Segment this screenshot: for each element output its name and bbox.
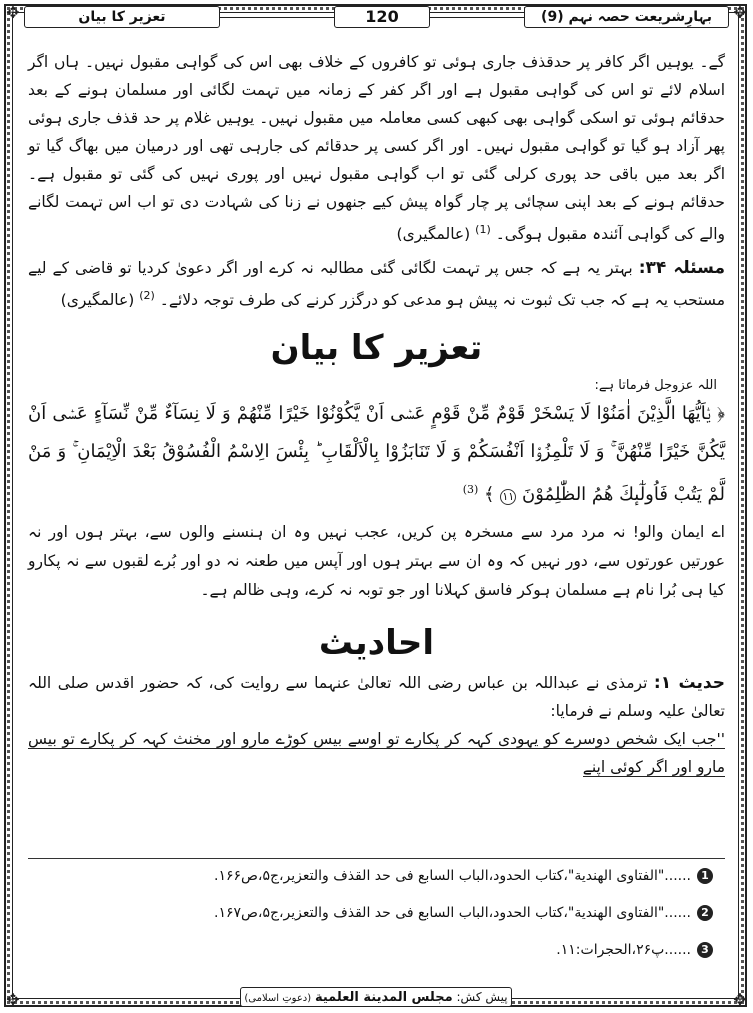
corner-ornament-icon: ✥ xyxy=(6,990,20,1009)
footnote-number-icon: 1 xyxy=(697,868,713,884)
paragraph xyxy=(28,48,725,248)
corner-ornament-icon: ✥ xyxy=(733,990,747,1009)
footnote-text: ......"الفتاوی الھندیة"،کتاب الحدود،الباب السابع فی حد القذف والتعزیر،ج۵،ص۱۶۷. xyxy=(213,905,691,921)
hadith-label: حدیث ۱: xyxy=(653,673,725,694)
footer-org: مجلس المدینة العلمیة xyxy=(314,990,453,1005)
hadith-heading: احادیث xyxy=(318,623,435,664)
footnote-text: ......پ۲۶،الحجرات:۱۱. xyxy=(556,942,691,958)
paragraph-text: گے۔ یوہیں اگر کافر پر حدقذف جاری ہوئی تو کافروں کے خلاف بھی اس کی گواہی مقبول نہیں۔ ہاں اگر اسلام لائے تو اس کی گواہی مقبول ہے اور اگر کفر کے زمانہ میں تہمت لگائی اور مسلمان ہونے کے بعد حدقائم ہوئی تو اسکی گواہی بھی کبھی کسی معاملہ میں مقبول نہیں۔ یوہیں غلام پر حد قذف جاری ہوئی پھر آزاد ہو گیا تو گواہی مقبول نہیں۔ اور اگر کسی پر حدقائم کی جارہی تھی اور درمیان میں بھاگ گیا تو اگر بعد میں باقی حد پوری کرلی گئی تو اب گواہی مقبول نہیں اور پوری نہیں کی گئی تو مقبول ہے۔ حدقائم ہونے کے بعد اپنی سچائی پر چار گواہ پیش کیے جنھوں نے زنا کی شہادت دی تو اب اس تہمت لگانے والے کی گواہی آئندہ مقبول ہوگی۔ xyxy=(28,53,725,244)
footnote-ref: (3) xyxy=(462,483,479,497)
footnote-text: ......"الفتاوی الھندیة"،کتاب الحدود،الباب السابع فی حد القذف والتعزیر،ج۵،ص۱۶۶. xyxy=(213,868,691,884)
page-number: 120 xyxy=(334,6,430,28)
ayah-number-icon: ۱۱ xyxy=(500,489,516,505)
footnote-ref: (1) xyxy=(475,223,491,236)
footnote-divider xyxy=(28,858,725,859)
footnote-ref: (2) xyxy=(139,289,155,303)
translation: اے ایمان والو! نہ مرد مرد سے مسخرہ پن کریں، عجب نہیں وہ ان ہنسنے والوں سے، بہتر ہوں اور نہ عورتیں عورتوں سے، دور نہیں کہ وہ ان سے بہتر ہوں اور آپس میں طعنہ نہ دو اور بُرے لقبوں سے نہ پکارو کیا ہی بُرا نام ہے مسلمان ہوکر فاسق کہلانا اور جو توبہ نہ کرے، وہی ظالم ہے۔ xyxy=(28,523,725,600)
hadith-text: ''جب ایک شخص دوسرے کو یہودی کہہ کر پکارے تو اوسے بیس کوڑے مارو اور مخنث کہہ کر پکارے تو بیس مارو اور اگر کوئی اپنے xyxy=(28,730,725,777)
footnote xyxy=(40,940,713,960)
chapter-title: تعزیر کا بیان xyxy=(24,6,220,28)
hadith-paragraph xyxy=(28,669,725,725)
book-title: بہارِشریعت حصہ نہم (9) xyxy=(524,6,729,28)
header-rule xyxy=(430,17,529,18)
ayah-intro: اللہ عزوجل فرماتا ہے: xyxy=(594,378,717,394)
corner-ornament-icon: ✥ xyxy=(733,3,747,22)
masala-text: بہتر یہ ہے کہ جس پر تہمت لگائی گئی مطالبہ نہ کرے اور اگر دعویٰ کردیا تو قاضی کے لیے مستحب یہ ہے کہ جب تک ثبوت نہ پیش ہو مدعی کو درگزر کرنے کی طرف توجہ دلائے۔ xyxy=(28,259,725,310)
source-citation: (عالمگیری) xyxy=(396,225,471,244)
footer-presenter: پیش کش: xyxy=(456,990,508,1004)
hadith-intro: ترمذی نے عبداللہ بن عباس رضی اللہ تعالیٰ عنہما سے روایت کی، کہ حضور اقدس صلی اللہ تعالیٰ علیہ وسلم نے فرمایا: xyxy=(28,674,725,721)
hadith-quote-line xyxy=(28,725,725,781)
footer-sub: (دعوتِ اسلامی) xyxy=(244,993,312,1004)
header-rule xyxy=(220,17,334,18)
source-citation: (عالمگیری) xyxy=(60,291,135,310)
ayah-close: ﴾ xyxy=(484,484,495,506)
section-heading: تعزیر کا بیان xyxy=(270,328,483,369)
footnote xyxy=(40,866,713,886)
footnotes xyxy=(40,866,713,977)
page-header xyxy=(24,6,729,30)
page-body xyxy=(28,48,725,781)
ayah-text: ﴿ یٰۤاَیُّهَا الَّذِیْنَ اٰمَنُوْا لَا یَسْخَرْ قَوْمٌ مِّنْ قَوْمٍ عَسٰۤى اَنْ یَّكُوْنُوْا خَیْرًا مِّنْهُمْ وَ لَا نِسَآءٌ مِّنْ نِّسَآءٍ عَسٰۤى اَنْ یَّكُنَّ خَیْرًا مِّنْهُنَّ ۚ وَ لَا تَلْمِزُوْۤا اَنْفُسَكُمْ وَ لَا تَنَابَزُوْا بِالْاَلْقَابِ ؕ بِئْسَ الِاسْمُ الْفُسُوْقُ بَعْدَ الْاِیْمَانِ ۚ وَ مَنْ لَّمْ یَتُبْ فَاُولٰٓىٕكَ هُمُ الظّٰلِمُوْنَ xyxy=(28,403,725,506)
footnote-number-icon: 2 xyxy=(697,905,713,921)
corner-ornament-icon: ✥ xyxy=(6,3,20,22)
masala-paragraph xyxy=(28,254,725,314)
masala-label: مسئلہ ۳۴: xyxy=(638,258,725,279)
footnote-number-icon: 3 xyxy=(697,942,713,958)
page-footer xyxy=(240,987,512,1007)
quran-ayah xyxy=(28,395,725,514)
footnote xyxy=(40,903,713,923)
